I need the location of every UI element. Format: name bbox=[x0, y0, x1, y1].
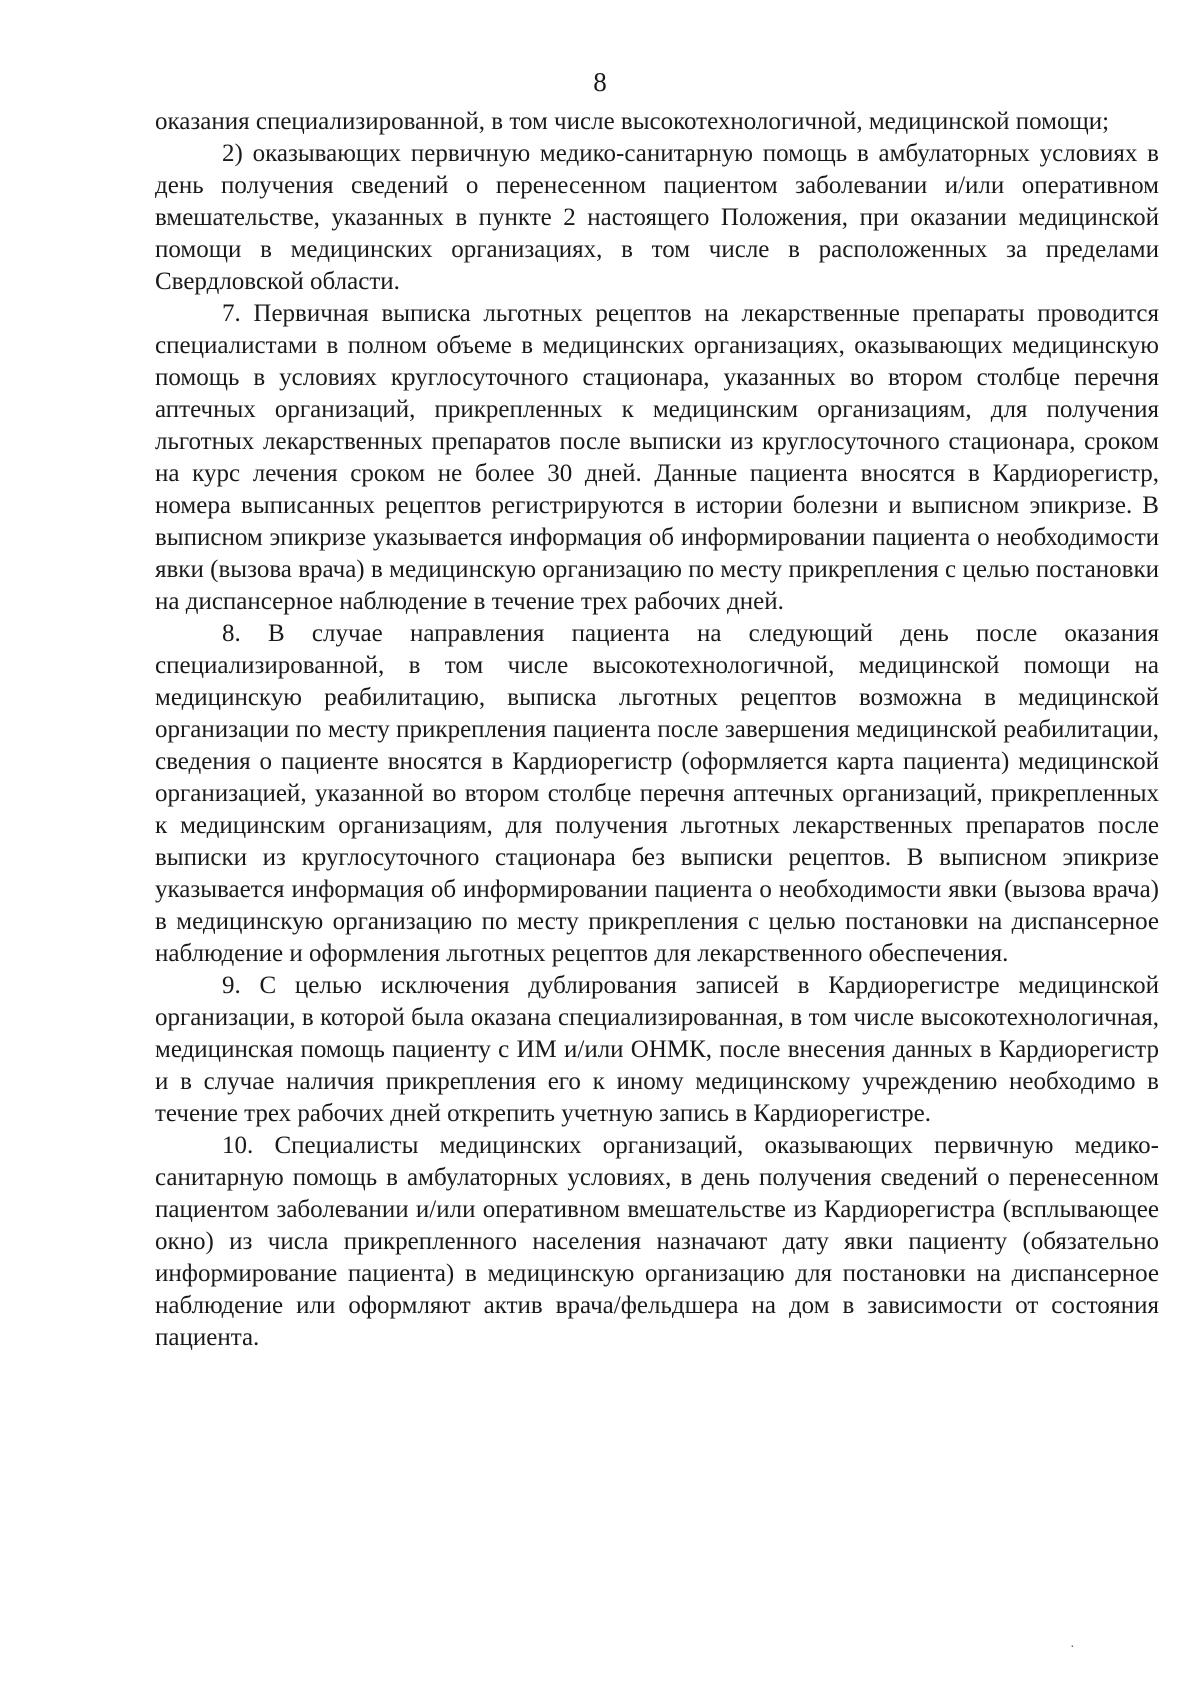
scan-speck: · bbox=[1070, 1640, 1075, 1655]
paragraph-item-9: 9. С целью исключения дублирования записей в Кардиорегистре медицинской организации, в которой была оказана специализированная, в том числе высокотехнологичная, медицинская помощь пациенту с ИМ и/или ОНМК, после внесения данных в Кардиорегистр и в случае наличия прикрепления его к иному медицинскому учреждению необходимо в течение трех рабочих дней открепить учетную запись в Кардиорегистре. bbox=[155, 972, 1159, 1127]
document-body bbox=[155, 106, 1159, 1354]
paragraph-item-7: 7. Первичная выписка льготных рецептов на лекарственные препараты проводится специалистами в полном объеме в медицинских организациях, оказывающих медицинскую помощь в условиях круглосуточного стационара, указанных во втором столбце перечня аптечных организаций, прикрепленных к медицинским организациям, для получения льготных лекарственных препаратов после выписки из круглосуточного стационара, сроком на курс лечения сроком не более 30 дней. Данные пациента вносятся в Кардиорегистр, номера выписанных рецептов регистрируются в истории болезни и выписном эпикризе. В выписном эпикризе указывается информация об информировании пациента о необходимости явки (вызова врача) в медицинскую организацию по месту прикрепления с целью постановки на диспансерное наблюдение в течение трех рабочих дней. bbox=[155, 300, 1159, 615]
paragraph-subitem-2: 2) оказывающих первичную медико-санитарную помощь в амбулаторных условиях в день получения сведений о перенесенном пациентом заболевании и/или оперативном вмешательстве, указанных в пункте 2 настоящего Положения, при оказании медицинской помощи в медицинских организациях, в том числе в расположенных за пределами Свердловской области. bbox=[155, 140, 1159, 295]
page-number: 8 bbox=[593, 67, 607, 97]
paragraph-item-10: 10. Специалисты медицинских организаций, оказывающих первичную медико-санитарную помощь в амбулаторных условиях, в день получения сведений о перенесенном пациентом заболевании и/или оперативном вмешательстве из Кардиорегистра (всплывающее окно) из числа прикрепленного населения назначают дату явки пациенту (обязательно информирование пациента) в медицинскую организацию для постановки на диспансерное наблюдение или оформляют актив врача/фельдшера на дом в зависимости от состояния пациента. bbox=[155, 1132, 1159, 1351]
paragraph-continuation: оказания специализированной, в том числе высокотехнологичной, медицинской помощи; bbox=[155, 108, 1110, 135]
paragraph-item-8: 8. В случае направления пациента на следующий день после оказания специализированной, в том числе высокотехнологичной, медицинской помощи на медицинскую реабилитацию, выписка льготных рецептов возможна в медицинской организации по месту прикрепления пациента после завершения медицинской реабилитации, сведения о пациенте вносятся в Кардиорегистр (оформляется карта пациента) медицинской организацией, указанной во втором столбце перечня аптечных организаций, прикрепленных к медицинским организациям, для получения льготных лекарственных препаратов после выписки из круглосуточного стационара без выписки рецептов. В выписном эпикризе указывается информация об информировании пациента о необходимости явки (вызова врача) в медицинскую организацию по месту прикрепления с целью постановки на диспансерное наблюдение и оформления льготных рецептов для лекарственного обеспечения. bbox=[155, 620, 1159, 967]
